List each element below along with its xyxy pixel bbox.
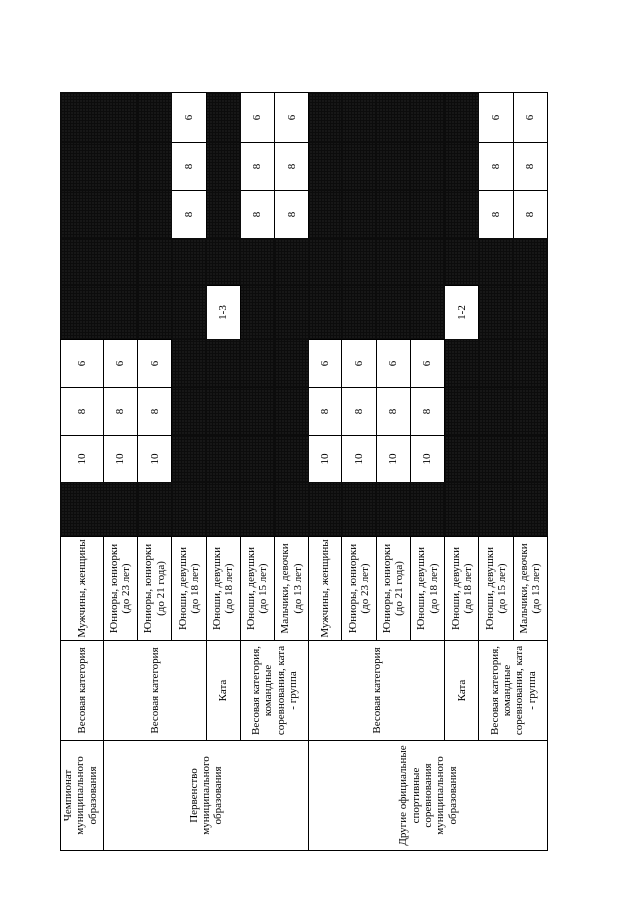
dark-cell [240, 483, 274, 537]
value-cell: 8 [172, 143, 206, 191]
value-cell: 8 [275, 143, 309, 191]
dark-cell [275, 436, 309, 483]
group-label: Юноши, девушки (до 18 лет) [410, 537, 444, 641]
dark-cell [275, 483, 309, 537]
dark-cell [513, 340, 547, 388]
group-label: Юниоры, юниорки (до 21 года) [376, 537, 410, 641]
dark-cell [445, 93, 479, 143]
dark-cell [172, 286, 206, 340]
dark-cell [342, 483, 376, 537]
dark-cell [138, 191, 172, 239]
dark-cell [342, 143, 376, 191]
table-row [240, 93, 274, 851]
value-cell: 8 [103, 388, 137, 436]
dark-cell [103, 191, 137, 239]
table-row [206, 93, 240, 851]
dark-cell [61, 191, 104, 239]
dark-cell [479, 388, 513, 436]
dark-cell [206, 436, 240, 483]
value-cell: 6 [479, 93, 513, 143]
table-row [61, 93, 104, 851]
dark-cell [61, 143, 104, 191]
dark-cell [445, 436, 479, 483]
group-label: Юноши, девушки (до 15 лет) [240, 537, 274, 641]
dark-cell [275, 340, 309, 388]
dark-cell [206, 93, 240, 143]
value-cell: 8 [138, 388, 172, 436]
dark-cell [240, 286, 274, 340]
dark-cell [240, 436, 274, 483]
dark-cell [103, 483, 137, 537]
dark-cell [172, 483, 206, 537]
dark-cell [376, 239, 410, 286]
dark-cell [513, 483, 547, 537]
dark-cell [376, 143, 410, 191]
value-cell: 8 [275, 191, 309, 239]
table-row [103, 93, 137, 851]
value-cell: 10 [342, 436, 376, 483]
dark-cell [342, 239, 376, 286]
discipline-label: Весовая категория, командные соревнования, ката - группа [479, 641, 548, 741]
group-label: Мужчины, женщины [309, 537, 342, 641]
value-cell: 6 [240, 93, 274, 143]
group-label: Мужчины, женщины [61, 537, 104, 641]
dark-cell [206, 483, 240, 537]
dark-cell [513, 286, 547, 340]
value-cell: 8 [513, 191, 547, 239]
dark-cell [309, 483, 342, 537]
group-label: Юноши, девушки (до 18 лет) [206, 537, 240, 641]
table-row [309, 93, 342, 851]
dark-cell [275, 239, 309, 286]
dark-cell [445, 191, 479, 239]
value-cell: 10 [410, 436, 444, 483]
dark-cell [479, 483, 513, 537]
dark-cell [206, 340, 240, 388]
value-cell: 6 [513, 93, 547, 143]
dark-cell [376, 483, 410, 537]
dark-cell [376, 191, 410, 239]
dark-cell [445, 239, 479, 286]
dark-cell [410, 239, 444, 286]
dark-cell [309, 93, 342, 143]
dark-cell [479, 436, 513, 483]
dark-cell [479, 286, 513, 340]
table-row [445, 93, 479, 851]
sports-table [60, 92, 548, 851]
dark-cell [376, 93, 410, 143]
dark-cell [240, 239, 274, 286]
dark-cell [103, 286, 137, 340]
dark-cell [410, 143, 444, 191]
dark-cell [410, 286, 444, 340]
group-label: Юниоры, юниорки (до 23 лет) [342, 537, 376, 641]
value-cell: 8 [309, 388, 342, 436]
dark-cell [61, 239, 104, 286]
dark-cell [206, 143, 240, 191]
value-cell: 10 [309, 436, 342, 483]
value-cell: 8 [342, 388, 376, 436]
dark-cell [410, 483, 444, 537]
dark-cell [172, 239, 206, 286]
dark-cell [240, 388, 274, 436]
discipline-label: Ката [206, 641, 240, 741]
value-cell: 8 [376, 388, 410, 436]
dark-cell [172, 388, 206, 436]
dark-cell [61, 286, 104, 340]
value-cell: 6 [103, 340, 137, 388]
table-row [479, 93, 513, 851]
value-cell: 6 [376, 340, 410, 388]
dark-cell [342, 286, 376, 340]
value-cell: 8 [479, 143, 513, 191]
dark-cell [513, 239, 547, 286]
group-label: Юноши, девушки (до 18 лет) [445, 537, 479, 641]
group-label: Юноши, девушки (до 18 лет) [172, 537, 206, 641]
group-label: Мальчики, девочки (до 13 лет) [275, 537, 309, 641]
section-label: Другие официальные спортивные соревнования муниципального образования [309, 741, 548, 851]
dark-cell [103, 143, 137, 191]
dark-cell [138, 143, 172, 191]
dark-cell [376, 286, 410, 340]
dark-cell [172, 436, 206, 483]
dark-cell [206, 388, 240, 436]
dark-cell [206, 191, 240, 239]
dark-cell [138, 239, 172, 286]
dark-cell [240, 340, 274, 388]
group-label: Юниоры, юниорки (до 21 года) [138, 537, 172, 641]
value-cell: 6 [275, 93, 309, 143]
dark-cell [138, 483, 172, 537]
dark-cell [513, 388, 547, 436]
value-cell: 8 [172, 191, 206, 239]
value-cell: 10 [61, 436, 104, 483]
value-cell: 10 [138, 436, 172, 483]
dark-cell [275, 388, 309, 436]
value-cell: 8 [410, 388, 444, 436]
value-cell: 6 [410, 340, 444, 388]
dark-cell [61, 93, 104, 143]
value-cell: 8 [240, 143, 274, 191]
discipline-label: Весовая категория [103, 641, 206, 741]
dark-cell [61, 483, 104, 537]
value-cell: 8 [240, 191, 274, 239]
group-label: Юноши, девушки (до 15 лет) [479, 537, 513, 641]
value-cell: 6 [342, 340, 376, 388]
value-cell: 10 [376, 436, 410, 483]
dark-cell [206, 239, 240, 286]
discipline-label: Весовая категория [309, 641, 445, 741]
dark-cell [309, 239, 342, 286]
discipline-label: Весовая категория [61, 641, 104, 741]
dark-cell [342, 93, 376, 143]
dark-cell [309, 191, 342, 239]
group-label: Юниоры, юниорки (до 23 лет) [103, 537, 137, 641]
dark-cell [138, 286, 172, 340]
section-label: Первенство муниципального образования [103, 741, 309, 851]
dark-cell [513, 436, 547, 483]
dark-cell [138, 93, 172, 143]
value-cell: 8 [479, 191, 513, 239]
dark-cell [479, 340, 513, 388]
dark-cell [445, 340, 479, 388]
dark-cell [309, 286, 342, 340]
dark-cell [479, 239, 513, 286]
discipline-label: Ката [445, 641, 479, 741]
dark-cell [445, 483, 479, 537]
dark-cell [342, 191, 376, 239]
value-cell: 6 [172, 93, 206, 143]
value-cell: 6 [309, 340, 342, 388]
dark-cell [309, 143, 342, 191]
dark-cell [275, 286, 309, 340]
dark-cell [445, 143, 479, 191]
value-cell: 1-3 [206, 286, 240, 340]
value-cell: 1-2 [445, 286, 479, 340]
value-cell: 8 [61, 388, 104, 436]
discipline-label: Весовая категория, командные соревнования, ката - группа [240, 641, 309, 741]
value-cell: 10 [103, 436, 137, 483]
value-cell: 6 [61, 340, 104, 388]
dark-cell [410, 191, 444, 239]
dark-cell [410, 93, 444, 143]
dark-cell [103, 93, 137, 143]
section-label: Чемпионат муниципального образования [61, 741, 104, 851]
dark-cell [103, 239, 137, 286]
value-cell: 8 [513, 143, 547, 191]
dark-cell [445, 388, 479, 436]
dark-cell [172, 340, 206, 388]
rotated-table-container [60, 93, 548, 851]
value-cell: 6 [138, 340, 172, 388]
group-label: Мальчики, девочки (до 13 лет) [513, 537, 547, 641]
